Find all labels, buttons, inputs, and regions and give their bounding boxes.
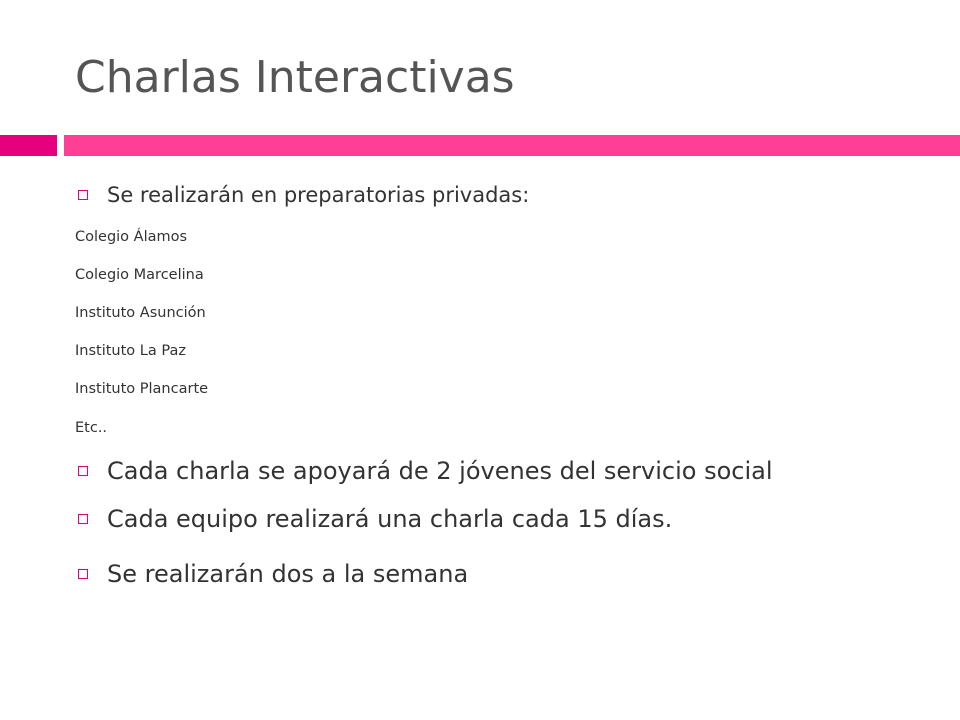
bullet-text: Cada equipo realizará una charla cada 15 días. xyxy=(107,505,673,533)
sub-item: Colegio Marcelina xyxy=(75,267,204,283)
sub-item: Instituto Plancarte xyxy=(75,381,209,397)
bullet-item xyxy=(78,183,529,207)
title-divider-accent xyxy=(0,135,57,156)
square-bullet-icon xyxy=(78,190,88,200)
square-bullet-icon xyxy=(78,569,88,579)
bullet-text: Se realizarán dos a la semana xyxy=(107,560,469,588)
bullet-item xyxy=(78,505,672,533)
bullet-text: Cada charla se apoyará de 2 jóvenes del servicio social xyxy=(107,457,773,485)
sub-item: Etc.. xyxy=(75,420,108,436)
square-bullet-icon xyxy=(78,466,88,476)
bullet-item xyxy=(78,560,468,588)
bullet-item xyxy=(78,457,773,485)
sub-item: Instituto Asunción xyxy=(75,305,206,321)
bullet-text: Se realizarán en preparatorias privadas: xyxy=(107,183,530,207)
title-divider-bar xyxy=(64,135,960,156)
slide-title: Charlas Interactivas xyxy=(75,52,515,103)
sub-item: Colegio Álamos xyxy=(75,229,188,245)
sub-item: Instituto La Paz xyxy=(75,343,186,359)
square-bullet-icon xyxy=(78,514,88,524)
